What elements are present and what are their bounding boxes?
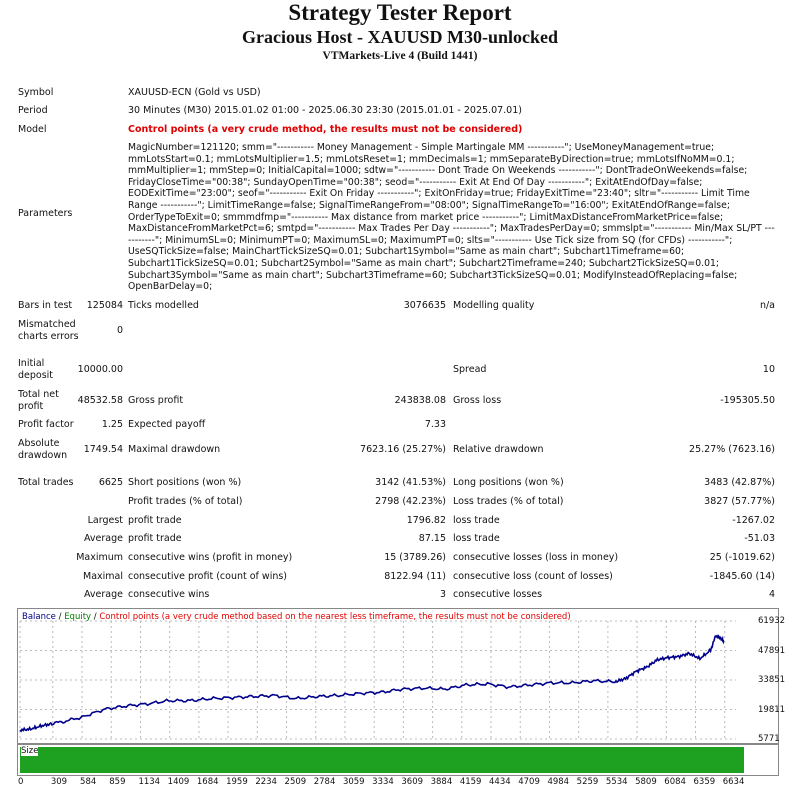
pf-label: Profit factor [18,419,74,430]
x-tick-label: 1959 [226,777,248,787]
x-tick-label: 859 [109,777,126,787]
payoff-label: Expected payoff [128,419,206,430]
report-title: Strategy Tester Report [288,0,512,25]
deposit-label: Initial deposit [18,358,54,381]
x-tick-label: 3884 [430,777,453,787]
x-tick-label: 584 [80,777,97,787]
trades-value: 6625 [98,477,123,488]
model-value: Control points (a very crude method, the results must not be considered) [128,124,523,135]
avg-wins-label: consecutive wins [128,589,210,600]
netprofit-value: 48532.58 [77,395,123,406]
average-profit-value: 87.15 [418,533,446,544]
largest-profit-value: 1796.82 [406,515,446,526]
x-tick-label: 2234 [255,777,277,787]
quality-value: n/a [759,300,775,311]
avg-losses-value: 4 [768,589,775,600]
y-tick-label: 19811 [758,704,786,715]
x-tick-label: 3059 [342,777,365,787]
x-tick-label: 1684 [196,777,219,787]
max-losses-value: 25 (-1019.62) [709,552,775,563]
size-label: Size [21,746,39,756]
x-tick-label: 6084 [664,777,686,787]
x-tick-label: 1409 [167,777,190,787]
ticks-value: 3076635 [403,300,446,311]
maximal-loss-value: -1845.60 (14) [709,571,775,582]
legend-note: Control points (a very crude method based on the nearest less timeframe, the results must not be considered) [99,612,571,622]
reldd-label: Relative drawdown [453,444,544,455]
period-value: 30 Minutes (M30) 2015.01.02 01:00 - 2025.06.30 23:30 (2015.01.01 - 2025.07.01) [128,105,522,116]
maximal-label: Maximal [83,571,123,582]
max-wins-label: consecutive wins (profit in money) [128,552,293,563]
largest-profit-label: profit trade [128,515,182,526]
legend-balance: Balance [22,612,56,622]
server-info: VTMarkets-Live 4 (Build 1441) [322,50,478,62]
spread-label: Spread [453,364,487,375]
x-tick-label: 6634 [722,777,745,787]
largest-label: Largest [87,515,123,526]
reldd-value: 25.27% (7623.16) [689,444,775,455]
legend-separator: / [91,612,100,622]
size-chart [17,744,779,776]
spread-value: 10 [762,364,775,375]
mismatch-label: Mismatched charts errors [18,319,79,342]
pf-value: 1.25 [101,419,123,430]
y-tick-label: 5771 [758,734,780,744]
size-bar [20,747,744,773]
ticks-label: Ticks modelled [128,300,199,311]
chart-legend [22,612,571,622]
report-subtitle: Gracious Host - XAUUSD M30-unlocked [241,27,558,47]
average-profit-label: profit trade [128,533,182,544]
x-tick-label: 3609 [401,777,424,787]
x-tick-label: 0 [18,777,24,787]
long-value: 3483 (42.87%) [704,477,775,488]
grossprofit-value: 243838.08 [394,395,446,406]
parameters-label: Parameters [18,208,73,219]
trades-label: Total trades [18,477,74,488]
x-tick-label: 5809 [635,777,657,787]
x-tick-label: 4984 [547,777,570,787]
balance-chart [17,608,786,744]
y-tick-label: 47891 [758,645,786,656]
legend-equity: Equity [64,612,92,622]
y-tick-label: 33851 [758,675,786,685]
average-consecutive-label: Average [83,589,123,600]
period-label: Period [18,105,48,116]
deposit-value: 10000.00 [77,364,123,375]
average-loss-value: -51.03 [744,533,775,544]
maximum-label: Maximum [76,552,123,563]
x-tick-label: 4159 [459,777,482,787]
symbol-label: Symbol [18,87,54,98]
model-label: Model [18,124,47,135]
balance-chart-svg [18,609,778,743]
mismatch-value: 0 [116,325,123,336]
maxdd-value: 7623.16 (25.27%) [360,444,446,455]
x-tick-label: 4434 [489,777,511,787]
ltrades-label: Loss trades (% of total) [453,496,564,507]
grossprofit-label: Gross profit [128,395,184,406]
bars-label: Bars in test [18,300,73,311]
x-tick-label: 3334 [372,777,394,787]
avg-losses-label: consecutive losses [453,589,543,600]
quality-label: Modelling quality [453,300,535,311]
absdd-label: Absolute drawdown [18,438,68,461]
x-tick-label: 309 [50,777,68,787]
x-tick-label: 2509 [284,777,307,787]
max-losses-label: consecutive losses (loss in money) [453,552,619,563]
maximal-profit-label: consecutive profit (count of wins) [128,571,288,582]
ptrades-value: 2798 (42.23%) [375,496,446,507]
ltrades-value: 3827 (57.77%) [704,496,775,507]
payoff-value: 7.33 [424,419,446,430]
parameters-value: MagicNumber=121120; smm="----------- Money Management - Simple Martingale MM -----------"; UseMoneyManagement=true; mmLotsStart=0.1; mmLotsMultiplier=1.5; mmLotsReset=1; mmDecimals=1; mmSeparateByDirection=true; mmLotsIfNoMM=0.1; mmMultiplier=1; mmStep=0; InitialCapital=1000; sdtw="----------- Dont Trade On Weekends -----------"; DontTradeOnWeekends=false; FridayCloseTime="00:38"; SundayOpenTime="00:38"; seod="----------- Exit At End Of Day -----------"; ExitAtEndOfDay=false; EODExitTime="23:00"; seof="----------- Exit On Friday -----------"; ExitOnFriday=true; FridayExitTime="23:40"; sltr="----------- Limit Time Range -----------"; LimitTimeRange=false; SignalTimeRangeFrom="08:00"; SignalTimeRangeTo="16:00"; ExitAtEndOfRange=false; OrderTypeToExit=0; smmmdfmp="----------- Max distance from market price -----------"; LimitMaxDistanceFromMarketPrice=false; MaxDistanceFromMarketPct=6; smtpd="----------- Max Trades Per Day -----------"; MaxTradesPerDay=0; smmslpt="----------- Min/Max SL/PT -----------"; MinimumSL=0; MinimumPT=0; MaximumSL=0; MaximumPT=0; slts="----------- Use Tick size from SQ (for CFDs) -----------"; UseSQTickSize=false; MainChartTickSizeSQ=0.01; Subchart1Symbol="Same as main chart"; Subchart1Timeframe=60; Subchart1TickSizeSQ=0.01; Subchart2Symbol="Same as main chart"; Subchart2Timeframe=240; Subchart2TickSizeSQ=0.01; Subchart3Symbol="Same as main chart"; Subchart3Timeframe=60; Subchart3TickSizeSQ=0.01; ModifyInsteadOfReplacing=false; OpenBarDelay=0; [128,142,775,293]
x-tick-label: 6359 [693,777,716,787]
average-loss-label: loss trade [453,533,500,544]
average-label: Average [83,533,123,544]
grossloss-label: Gross loss [453,395,502,406]
long-label: Long positions (won %) [453,477,564,488]
legend-separator: / [55,612,65,622]
short-value: 3142 (41.53%) [375,477,446,488]
symbol-value: XAUUSD-ECN (Gold vs USD) [128,87,261,98]
x-tick-label: 5259 [576,777,599,787]
x-tick-label: 2784 [313,777,336,787]
maximal-profit-value: 8122.94 (11) [384,571,446,582]
max-wins-value: 15 (3789.26) [384,552,446,563]
avg-wins-value: 3 [439,589,446,600]
y-tick-label: 61932 [758,616,786,626]
bars-value: 125084 [86,300,123,311]
x-tick-label: 1134 [138,777,161,787]
grossloss-value: -195305.50 [720,395,775,406]
largest-loss-label: loss trade [453,515,500,526]
maximal-loss-label: consecutive loss (count of losses) [453,571,613,582]
maxdd-label: Maximal drawdown [128,444,221,455]
x-tick-label: 5534 [605,777,628,787]
x-tick-label: 4709 [518,777,540,787]
absdd-value: 1749.54 [83,444,123,455]
netprofit-label: Total net profit [18,389,59,412]
short-label: Short positions (won %) [128,477,242,488]
ptrades-label: Profit trades (% of total) [128,496,243,507]
largest-loss-value: -1267.02 [732,515,775,526]
